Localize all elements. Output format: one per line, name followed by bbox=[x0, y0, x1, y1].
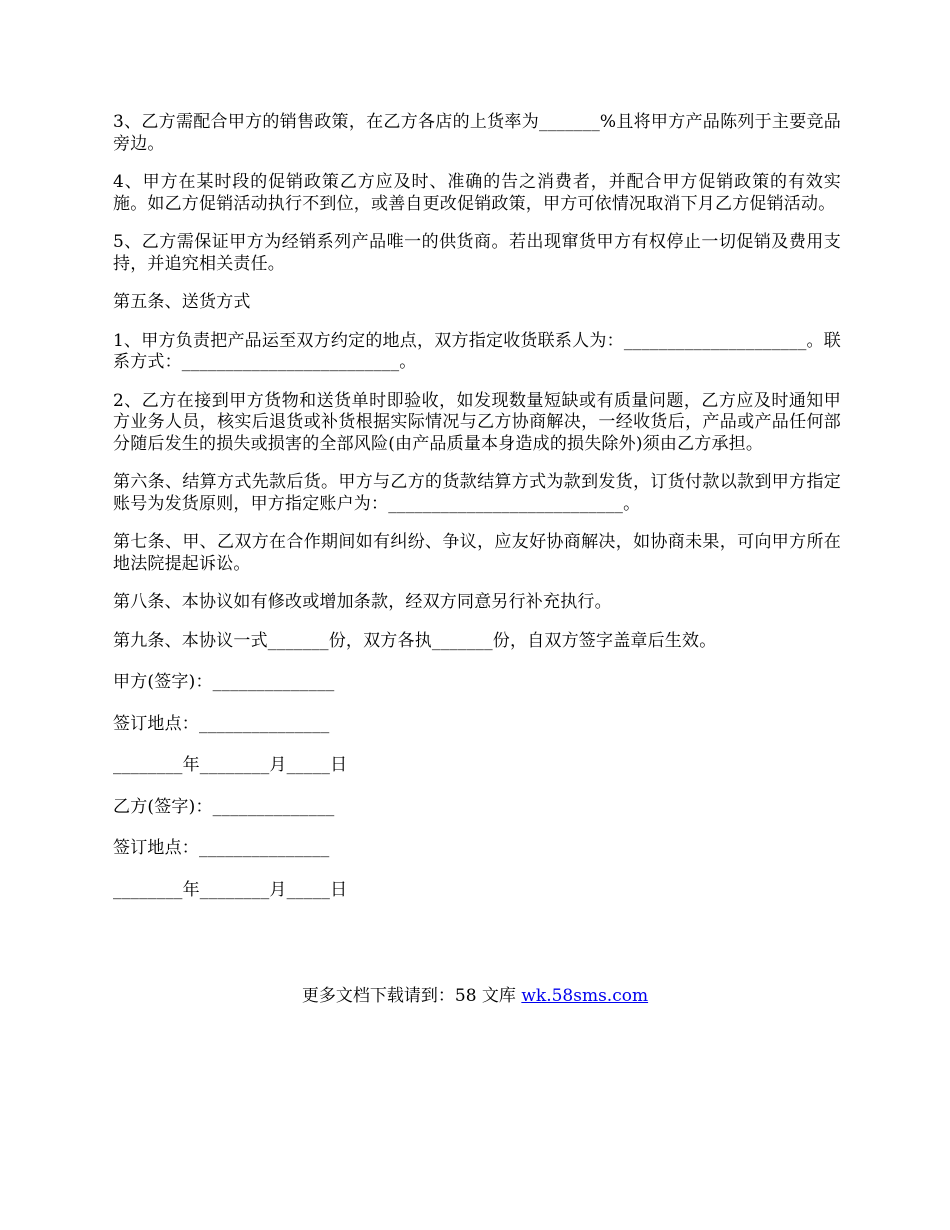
article-6-settlement: 第六条、结算方式先款后货。甲方与乙方的货款结算方式为款到发货，订货付款以款到甲方指定账号为发货原则，甲方指定账户为：___________________________。 bbox=[113, 472, 841, 514]
party-b-signing-date: ________年________月_____日 bbox=[113, 879, 348, 900]
party-b-signing-place: 签订地点：_______________ bbox=[113, 838, 330, 858]
delivery-clause-2: 2、乙方在接到甲方货物和送货单时即验收，如发现数量短缺或有质量问题，乙方应及时通知甲方业务人员，核实后退货或补货根据实际情况与乙方协商解决，一经收货后，产品或产品任何部分随后发生的损失或损害的全部风险(由产品质量本身造成的损失除外)须由乙方承担。 bbox=[113, 390, 841, 454]
party-a-signing-date: ________年________月_____日 bbox=[113, 755, 348, 775]
download-footer bbox=[0, 985, 950, 1007]
footer-text: 更多文档下载请到：58 文库 bbox=[301, 986, 522, 1006]
article-9-copies: 第九条、本协议一式_______份，双方各执_______份，自双方签字盖章后生效。 bbox=[113, 630, 717, 651]
clause-3-shelf-rate: 3、乙方需配合甲方的销售政策，在乙方各店的上货率为_______%且将甲方产品陈列于主要竞品旁边。 bbox=[113, 112, 841, 154]
article-8-amendments: 第八条、本协议如有修改或增加条款，经双方同意另行补充执行。 bbox=[113, 592, 612, 612]
footer-link[interactable]: wk.58sms.com bbox=[521, 986, 649, 1006]
clause-5-sole-supplier: 5、乙方需保证甲方为经销系列产品唯一的供货商。若出现窜货甲方有权停止一切促销及费用支持，并追究相关责任。 bbox=[113, 232, 841, 274]
article-5-heading: 第五条、送货方式 bbox=[113, 292, 251, 312]
party-b-signature-line: 乙方(签字)：______________ bbox=[113, 796, 335, 817]
party-a-signature-line: 甲方(签字)：______________ bbox=[113, 672, 335, 692]
article-7-disputes: 第七条、甲、乙双方在合作期间如有纠纷、争议，应友好协商解决，如协商未果，可向甲方所在地法院提起诉讼。 bbox=[113, 532, 841, 574]
party-a-signing-place: 签订地点：_______________ bbox=[113, 713, 330, 734]
delivery-clause-1: 1、甲方负责把产品运至双方约定的地点，双方指定收货联系人为：_____________________。联系方式：_________________________。 bbox=[113, 330, 841, 372]
clause-4-promotion-policy: 4、甲方在某时段的促销政策乙方应及时、准确的告之消费者，并配合甲方促销政策的有效实施。如乙方促销活动执行不到位，或善自更改促销政策，甲方可依情况取消下月乙方促销活动。 bbox=[113, 172, 841, 214]
document-body bbox=[113, 112, 841, 921]
